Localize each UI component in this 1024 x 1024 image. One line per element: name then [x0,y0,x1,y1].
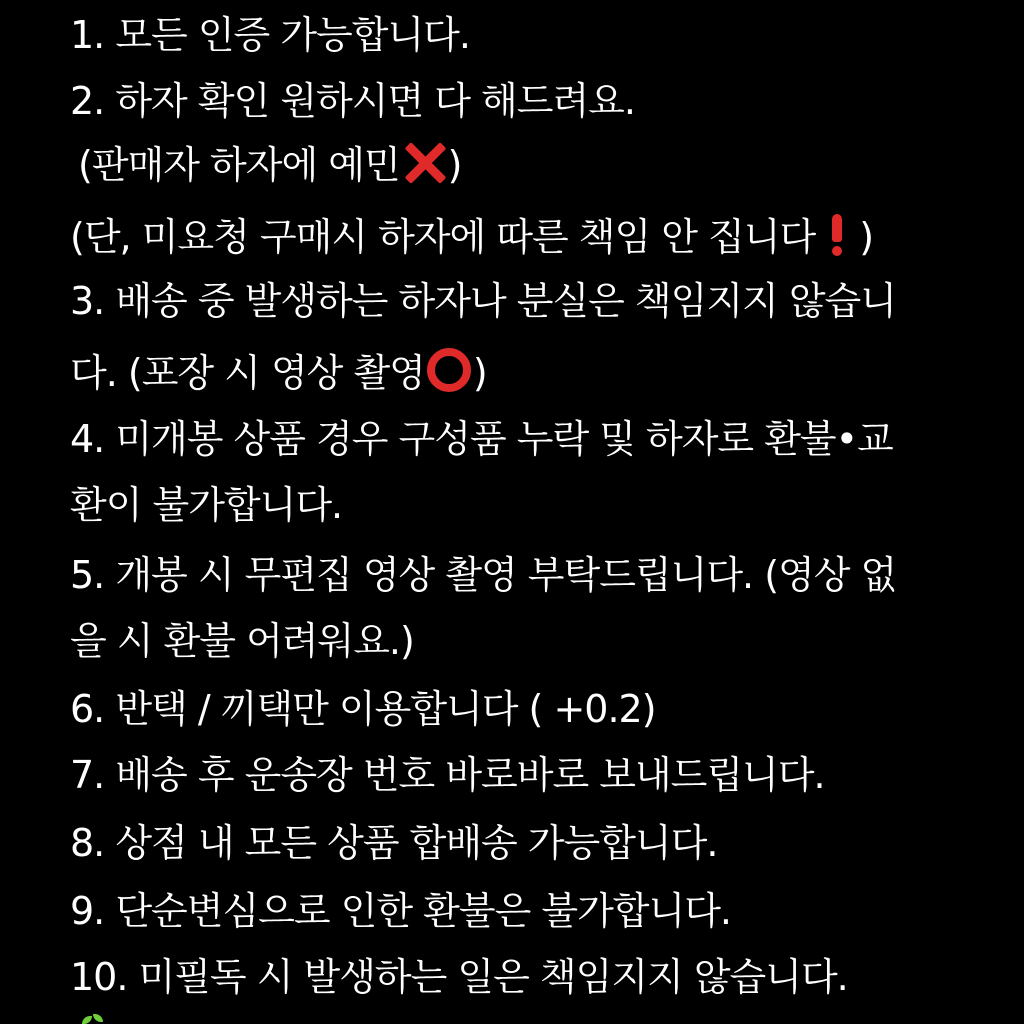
notice-line-2-disclaimer [70,206,873,268]
red-circle-icon [427,348,471,392]
notice-line-3-cont-text: 다. (포장 시 영상 촬영 [70,351,425,395]
notice-line-3-text: 3. 배송 중 발생하는 하자나 분실은 책임지지 않습니 [70,279,896,323]
notice-line-2-note [78,134,461,196]
notice-line-4 [70,408,893,470]
close-paren: ) [447,143,462,187]
notice-line-3-cont [70,342,487,404]
notice-line-7 [70,744,825,806]
notice-line-5-text: 5. 개봉 시 무편집 영상 촬영 부탁드립니다. (영상 없 [70,553,897,597]
notice-line-10 [70,946,848,1008]
notice-line-4-cont [70,474,342,536]
notice-line-4-cont-text: 환이 불가합니다. [70,483,343,527]
notice-line-1 [70,4,470,66]
close-paren: ) [472,351,487,395]
notice-line-9 [70,880,731,942]
notice-line-6-text: 6. 반택 / 끼택만 이용합니다 ( +0.2) [70,687,656,731]
sprout-icon [82,1014,104,1024]
notice-line-7-text: 7. 배송 후 운송장 번호 바로바로 보내드립니다. [70,753,825,797]
exclamation-mark-icon [829,212,845,256]
notice-line-10-text: 10. 미필독 시 발생하는 일은 책임지지 않습니다. [70,955,848,999]
notice-line-1-text: 1. 모든 인증 가능합니다. [70,13,470,57]
notice-line-6 [70,678,656,740]
notice-line-5-cont-text: 을 시 환불 어려워요.) [70,619,414,663]
notice-line-2 [70,70,635,132]
cross-mark-icon [402,140,446,184]
notice-line-5-cont [70,610,414,672]
notice-line-9-text: 9. 단순변심으로 인한 환불은 불가합니다. [70,889,731,933]
notice-line-3 [70,270,896,332]
notice-line-5 [70,544,896,606]
notice-line-8-text: 8. 상점 내 모든 상품 합배송 가능합니다. [70,821,718,865]
notice-line-2-text: 2. 하자 확인 원하시면 다 해드려요. [70,79,635,123]
notice-line-8 [70,812,717,874]
notice-line-2-disclaimer-text: (단, 미요청 구매시 하자에 따른 책임 안 집니다 [70,215,816,259]
notice-line-2-note-text: (판매자 하자에 예민 [78,143,400,187]
notice-line-4-text: 4. 미개봉 상품 경우 구성품 누락 및 하자로 환불•교 [70,417,893,461]
close-paren: ) [859,215,874,259]
